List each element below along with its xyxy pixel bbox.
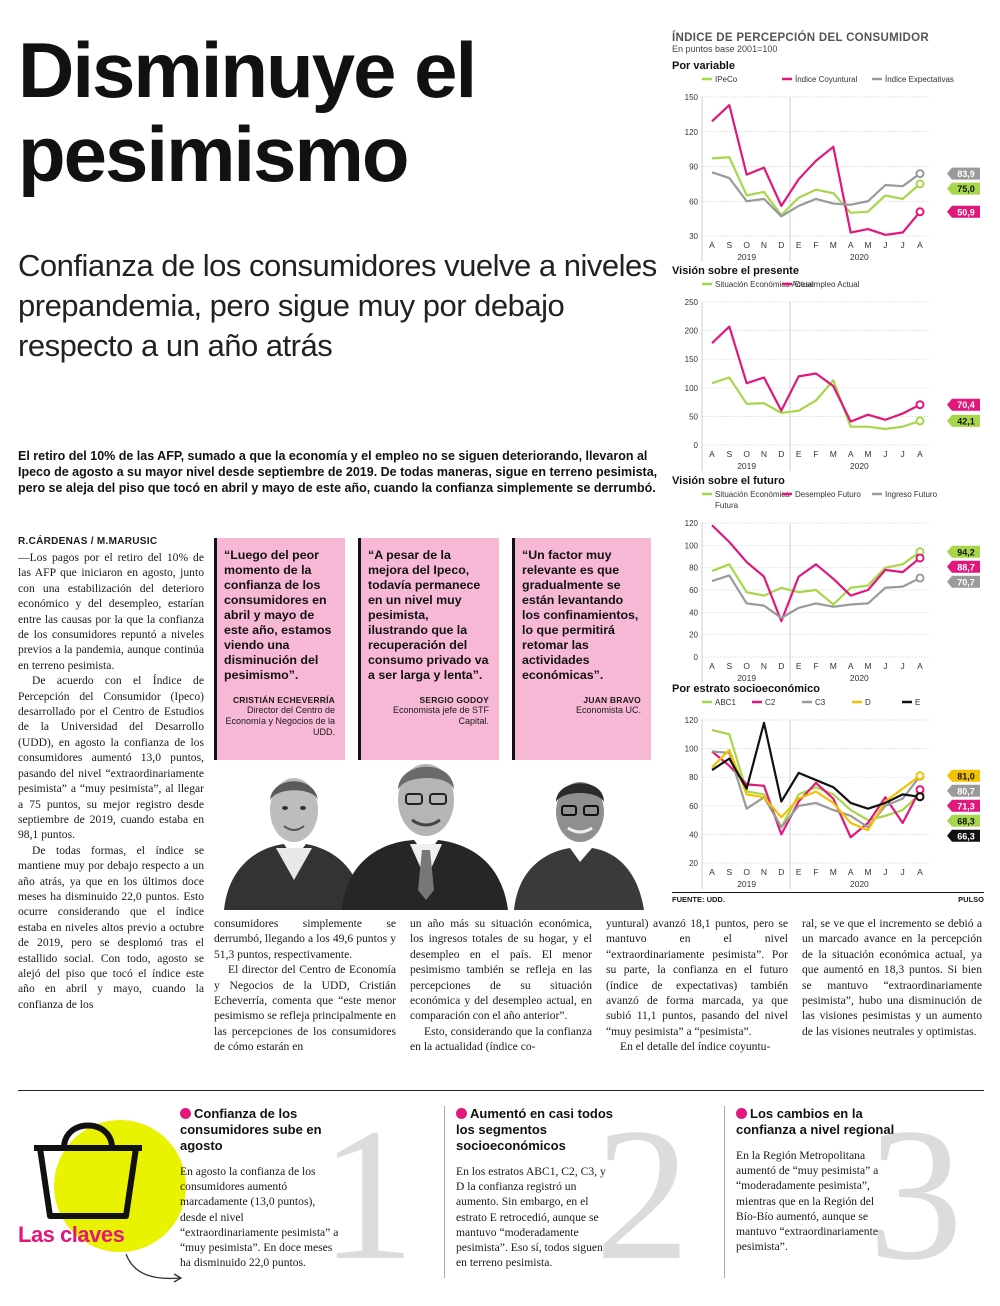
column-2-paragraph-2: El director del Centro de Economía y Negocios de la UDD, Cristián Echeverría, comenta que “este menor pesimismo se refleja principalmente en las percepciones de los consumidores de cómo estarán en bbox=[214, 963, 396, 1054]
x-tick-label: J bbox=[883, 867, 888, 877]
quote-box-echeverria bbox=[214, 538, 345, 760]
year-label: 2019 bbox=[737, 461, 757, 471]
y-tick-label: 50 bbox=[689, 412, 698, 422]
end-value-label: 68,3 bbox=[957, 816, 975, 827]
article-column-3 bbox=[410, 916, 592, 1055]
x-tick-label: A bbox=[917, 240, 923, 250]
x-tick-label: J bbox=[900, 661, 905, 671]
x-tick-label: A bbox=[709, 449, 715, 459]
end-value-label: 75,0 bbox=[957, 184, 975, 195]
chart-title: Por estrato socioeconómico bbox=[672, 683, 820, 695]
legend-label: Desempleo Actual bbox=[795, 280, 860, 289]
y-tick-label: 120 bbox=[684, 127, 698, 137]
chart-panel-1 bbox=[672, 60, 990, 273]
column-2-paragraph-1: consumidores simplemente se derrumbó, llegando a los 49,6 puntos y 51,3 puntos, respectivamente. bbox=[214, 917, 396, 961]
article-column-1 bbox=[18, 536, 204, 1012]
article-column-2 bbox=[214, 916, 396, 1055]
x-tick-label: E bbox=[795, 867, 802, 877]
quote-text: “A pesar de la mejora del Ipeco, todavía permanece en un nivel muy pesimista, ilustrando que la recuperación del consumo privado va a ser larga y lenta”. bbox=[368, 548, 489, 682]
quote-box-bravo bbox=[512, 538, 651, 760]
quote-author-role: Economista UC. bbox=[575, 705, 641, 715]
headline-line-1: Disminuye el bbox=[18, 26, 476, 114]
subheadline: Confianza de los consumidores vuelve a niveles prepandemia, pero sigue muy por debajo respecto a un año atrás bbox=[18, 248, 657, 363]
y-tick-label: 0 bbox=[693, 653, 698, 662]
y-tick-label: 60 bbox=[689, 586, 698, 595]
y-tick-label: 100 bbox=[684, 383, 698, 393]
series-end-point bbox=[917, 793, 924, 800]
x-tick-label: A bbox=[709, 240, 715, 250]
end-value-label: 66,3 bbox=[957, 831, 975, 842]
series-line bbox=[712, 378, 920, 429]
end-value-label: 80,7 bbox=[957, 786, 975, 797]
x-tick-label: N bbox=[760, 240, 768, 250]
x-tick-label: O bbox=[743, 449, 750, 459]
end-value-label: 83,9 bbox=[957, 169, 975, 180]
x-tick-label: F bbox=[813, 449, 819, 459]
legend-label: ABC1 bbox=[715, 698, 736, 707]
portrait-bravo bbox=[514, 782, 644, 910]
x-tick-label: D bbox=[778, 240, 785, 250]
byline: R.CÁRDENAS / M.MARUSIC bbox=[18, 536, 158, 547]
clave-item-1 bbox=[180, 1106, 340, 1270]
x-tick-label: S bbox=[726, 661, 733, 671]
end-value-label: 70,4 bbox=[957, 400, 975, 411]
legend-label: D bbox=[865, 698, 871, 707]
bullet-dot-icon bbox=[736, 1108, 747, 1119]
quote-text: “Luego del peor momento de la confianza de los consumidores en abril y mayo de este año, estamos viendo una disminución del pesimismo”. bbox=[224, 548, 332, 682]
legend-label: C3 bbox=[815, 698, 826, 707]
x-tick-label: J bbox=[883, 449, 888, 459]
x-tick-label: O bbox=[743, 240, 750, 250]
headline-line-2: pesimismo bbox=[18, 110, 408, 198]
y-tick-label: 200 bbox=[684, 326, 698, 336]
year-label: 2020 bbox=[849, 252, 869, 262]
series-line bbox=[712, 575, 920, 617]
x-tick-label: N bbox=[760, 867, 768, 877]
x-tick-label: A bbox=[847, 449, 854, 459]
x-tick-label: M bbox=[829, 661, 837, 671]
infographic-subtitle: En puntos base 2001=100 bbox=[672, 44, 778, 54]
chart-por-variable bbox=[672, 72, 990, 268]
legend-label: C2 bbox=[765, 698, 776, 707]
headline bbox=[18, 28, 638, 196]
portrait-echeverria bbox=[224, 778, 364, 910]
chart-title: Por variable bbox=[672, 60, 735, 72]
y-tick-label: 40 bbox=[689, 608, 698, 618]
quote-author: JUAN BRAVO bbox=[583, 695, 641, 705]
x-tick-label: J bbox=[883, 240, 888, 250]
x-tick-label: S bbox=[726, 240, 733, 250]
quote-bar bbox=[358, 538, 361, 760]
infographic-title: ÍNDICE DE PERCEPCIÓN DEL CONSUMIDOR bbox=[672, 32, 929, 44]
x-tick-label: M bbox=[864, 240, 872, 250]
series-line bbox=[712, 172, 920, 216]
series-end-point bbox=[917, 417, 924, 424]
y-tick-label: 60 bbox=[689, 801, 698, 811]
y-tick-label: 100 bbox=[684, 744, 698, 754]
x-tick-label: N bbox=[760, 661, 768, 671]
chart-estrato bbox=[672, 695, 990, 895]
x-tick-label: N bbox=[760, 449, 768, 459]
series-line bbox=[712, 105, 920, 235]
x-tick-label: E bbox=[795, 449, 802, 459]
y-tick-label: 120 bbox=[684, 519, 698, 528]
series-end-point bbox=[917, 401, 924, 408]
column-4-paragraph-1: yuntural) avanzó 18,1 puntos, pero se mantuvo en el nivel “extraordinariamente pesimista”. Por su parte, la confianza en el futuro (índice de expectativas) también avanzó de forma marcada, ya que subió 11,1 puntos, pasando del nivel “muy pesimista” a “pesimista”. bbox=[606, 917, 788, 1038]
y-tick-label: 150 bbox=[684, 355, 698, 365]
y-tick-label: 0 bbox=[693, 441, 698, 450]
x-tick-label: M bbox=[829, 449, 837, 459]
end-value-label: 42,1 bbox=[957, 416, 975, 427]
x-tick-label: A bbox=[709, 867, 715, 877]
portraits-photo bbox=[214, 740, 651, 910]
legend-label: Desempleo Futuro bbox=[795, 490, 861, 499]
legend-label: Ingreso Futuro bbox=[885, 490, 938, 499]
x-tick-label: A bbox=[917, 661, 923, 671]
year-label: 2019 bbox=[737, 673, 757, 683]
series-line bbox=[712, 751, 920, 827]
claves-divider bbox=[18, 1090, 984, 1091]
clave-body: En agosto la confianza de los consumidores aumentó marcadamente (13,0 puntos), desde el nivel “extraordinariamente pesimista” a “muy pesimista”. En doce meses ha disminuido 22,0 puntos. bbox=[180, 1165, 339, 1270]
column-3-paragraph-2: Esto, considerando que la confianza en la actualidad (índice co- bbox=[410, 1024, 592, 1054]
legend-label: IPeCo bbox=[715, 75, 738, 84]
y-tick-label: 20 bbox=[689, 630, 698, 640]
x-tick-label: D bbox=[778, 661, 785, 671]
clave-body: En la Región Metropolitana aumentó de “muy pesimista” a “moderadamente pesimista”, mientras que en la Región del Bío-Bío aumentó, aunque se mantuvo “extraordinariamente pesimista”. bbox=[736, 1149, 879, 1254]
y-tick-label: 100 bbox=[684, 541, 698, 551]
legend-label: Situación Económica bbox=[715, 490, 790, 499]
series-end-point bbox=[917, 772, 924, 779]
y-tick-label: 80 bbox=[689, 773, 698, 783]
x-tick-label: S bbox=[726, 449, 733, 459]
series-end-point bbox=[917, 554, 924, 561]
end-value-label: 71,3 bbox=[957, 801, 975, 812]
series-line bbox=[712, 750, 920, 830]
x-tick-label: A bbox=[847, 867, 854, 877]
y-tick-label: 250 bbox=[684, 298, 698, 307]
x-tick-label: F bbox=[813, 240, 819, 250]
y-tick-label: 60 bbox=[689, 197, 698, 207]
chart-vision-futuro bbox=[672, 487, 990, 689]
y-tick-label: 40 bbox=[689, 830, 698, 840]
clave-item-3 bbox=[736, 1106, 896, 1254]
article-column-4 bbox=[606, 916, 788, 1055]
end-value-label: 70,7 bbox=[957, 577, 975, 588]
clave-divider bbox=[724, 1106, 725, 1278]
column-4-paragraph-2: En el detalle del índice coyuntu- bbox=[620, 1040, 771, 1054]
x-tick-label: D bbox=[778, 867, 785, 877]
y-tick-label: 120 bbox=[684, 716, 698, 725]
chart-title: Visión sobre el futuro bbox=[672, 475, 785, 487]
clave-title: Aumentó en casi todos los segmentos socioeconómicos bbox=[456, 1106, 614, 1153]
x-tick-label: M bbox=[829, 240, 837, 250]
y-tick-label: 150 bbox=[684, 93, 698, 102]
clave-divider bbox=[444, 1106, 445, 1278]
y-tick-label: 30 bbox=[689, 232, 698, 241]
column-1-paragraph-3: De todas formas, el índice se mantiene muy por debajo respecto a un año atrás, ya que en los últimos doce meses ha disminuido 22,0 puntos. Esto ocurre considerando que el índice estaba en niveles altos previo a octubre de 2019, pero se desplomó tras el estallido social. Con todo, agosto se alejó del piso que tocó el índice este año en abril y mayo, cuando la confianza de los bbox=[18, 843, 204, 1011]
clave-number-2: 2 bbox=[595, 1090, 690, 1300]
claves-label: Las claves bbox=[18, 1222, 125, 1247]
x-tick-label: A bbox=[847, 661, 854, 671]
quote-author-role: Director del Centro de Economía y Negocios de la UDD. bbox=[225, 705, 335, 737]
quote-author: SERGIO GODOY bbox=[419, 695, 489, 705]
x-tick-label: O bbox=[743, 867, 750, 877]
year-label: 2020 bbox=[849, 879, 869, 889]
infographic-header bbox=[672, 32, 982, 54]
source-label: FUENTE: UDD. bbox=[672, 895, 725, 904]
chart-panel-4 bbox=[672, 683, 990, 900]
x-tick-label: A bbox=[917, 867, 923, 877]
x-tick-label: F bbox=[813, 661, 819, 671]
x-tick-label: A bbox=[917, 449, 923, 459]
quote-author: CRISTIÁN ECHEVERRÍA bbox=[232, 695, 335, 705]
x-tick-label: J bbox=[900, 240, 905, 250]
quote-bar bbox=[512, 538, 515, 760]
clave-title: Los cambios en la confianza a nivel regional bbox=[736, 1106, 895, 1137]
x-tick-label: M bbox=[864, 449, 872, 459]
x-tick-label: S bbox=[726, 867, 733, 877]
x-tick-label: E bbox=[795, 240, 802, 250]
column-5-paragraph-1: ral, se ve que el incremento se debió a un marcado avance en la percepción de la situación económica actual, ya que aumentó en 18,3 puntos. Si bien se mantuvo “extraordinariamente pesimista”, hubo una disminución de las visiones pesimistas y un aumento de las visiones neutrales y optimistas. bbox=[802, 917, 982, 1038]
year-label: 2020 bbox=[849, 673, 869, 683]
series-line bbox=[712, 327, 920, 422]
series-line bbox=[712, 730, 920, 827]
column-1-paragraph-2: De acuerdo con el Índice de Percepción del Consumidor (Ipeco) desarrollado por el Centro de Estudios de la Universidad del Desarrollo (UDD), en agosto la confianza de los consumidores aumentó 13,0 puntos, pasando del nivel “extraordinariamente pesimista” a “muy pesimista”, al llegar a 75 puntos, su mejor registro desde septiembre de 2019, cuando estaba en 98,1 puntos. bbox=[18, 674, 204, 842]
series-end-point bbox=[917, 575, 924, 582]
end-value-label: 88,7 bbox=[957, 562, 975, 573]
x-tick-label: J bbox=[883, 661, 888, 671]
y-tick-label: 20 bbox=[689, 859, 698, 868]
series-end-point bbox=[917, 786, 924, 793]
chart-panel-3 bbox=[672, 475, 990, 694]
bullet-dot-icon bbox=[180, 1108, 191, 1119]
legend-label: Situación Económica Actual bbox=[715, 280, 814, 289]
end-value-label: 50,9 bbox=[957, 207, 975, 218]
article-column-5 bbox=[802, 916, 982, 1039]
x-tick-label: M bbox=[864, 661, 872, 671]
x-tick-label: A bbox=[847, 240, 854, 250]
series-end-point bbox=[917, 180, 924, 187]
chart-title: Visión sobre el presente bbox=[672, 265, 799, 277]
year-label: 2019 bbox=[737, 252, 757, 262]
column-3-paragraph-1: un año más su situación económica, los ingresos totales de su hogar, y el desempleo en el país. El menor pesimismo también se refleja en las percepciones de su situación económica y del desempleo actual, en comparación con el año anterior”. bbox=[410, 917, 592, 1023]
series-end-point bbox=[917, 208, 924, 215]
quote-bar bbox=[214, 538, 217, 760]
legend-label: Índice Coyuntural bbox=[795, 75, 858, 84]
clave-number-3: 3 bbox=[868, 1090, 963, 1300]
x-tick-label: O bbox=[743, 661, 750, 671]
credit-label: PULSO bbox=[958, 895, 984, 904]
legend-label: E bbox=[915, 698, 921, 707]
quote-box-godoy bbox=[358, 538, 499, 760]
series-line bbox=[712, 525, 920, 621]
x-tick-label: F bbox=[813, 867, 819, 877]
clave-number-1: 1 bbox=[320, 1090, 415, 1300]
y-tick-label: 90 bbox=[689, 162, 698, 172]
clave-item-2 bbox=[456, 1106, 616, 1270]
lead-paragraph: El retiro del 10% de las AFP, sumado a que la economía y el empleo no se siguen deteriorando, llevaron al Ipeco de agosto a su mayor nivel desde septiembre de 2019. De todas maneras, sigue en terreno pesimista, pero se aleja del piso que tocó en abril y mayo de este año, cuando la confianza simplemente se derrumbó. bbox=[18, 449, 658, 495]
year-label: 2020 bbox=[849, 461, 869, 471]
bullet-dot-icon bbox=[456, 1108, 467, 1119]
chart-vision-presente bbox=[672, 277, 990, 477]
clave-title: Confianza de los consumidores sube en agosto bbox=[180, 1106, 322, 1153]
x-tick-label: D bbox=[778, 449, 785, 459]
series-end-point bbox=[917, 170, 924, 177]
x-tick-label: J bbox=[900, 867, 905, 877]
portrait-godoy bbox=[342, 764, 508, 910]
x-tick-label: E bbox=[795, 661, 802, 671]
legend-label: Índice Expectativas bbox=[885, 75, 954, 84]
chart-panel-2 bbox=[672, 265, 990, 482]
quote-text: “Un factor muy relevante es que gradualmente se están levantando los confinamientos, lo que permitirá retomar las actividades económicas”. bbox=[522, 548, 639, 682]
legend-label: Futura bbox=[715, 501, 739, 510]
column-1-paragraph-1: —Los pagos por el retiro del 10% de las AFP que iniciaron en agosto, junto con una estabilización del deterioro económico y del desempleo, estarían entre las causas por la que la confianza de los consumidores repuntó a niveles previos a la pandemia, aunque continúa en terreno pesimista. bbox=[18, 551, 204, 672]
end-value-label: 94,2 bbox=[957, 547, 975, 558]
clave-body: En los estratos ABC1, C2, C3, y D la confianza registró un aumento. Sin embargo, en el estrato E retrocedió, aunque se mantuvo “moderadamente pesimista”. Eso sí, todos siguen en terreno pesimista. bbox=[456, 1165, 606, 1270]
x-tick-label: J bbox=[900, 449, 905, 459]
year-label: 2019 bbox=[737, 879, 757, 889]
end-value-label: 81,0 bbox=[957, 771, 975, 782]
x-tick-label: A bbox=[709, 661, 715, 671]
x-tick-label: M bbox=[829, 867, 837, 877]
quote-author-role: Economista jefe de STF Capital. bbox=[392, 705, 489, 726]
y-tick-label: 80 bbox=[689, 563, 698, 573]
infographic-footer bbox=[672, 892, 984, 904]
x-tick-label: M bbox=[864, 867, 872, 877]
